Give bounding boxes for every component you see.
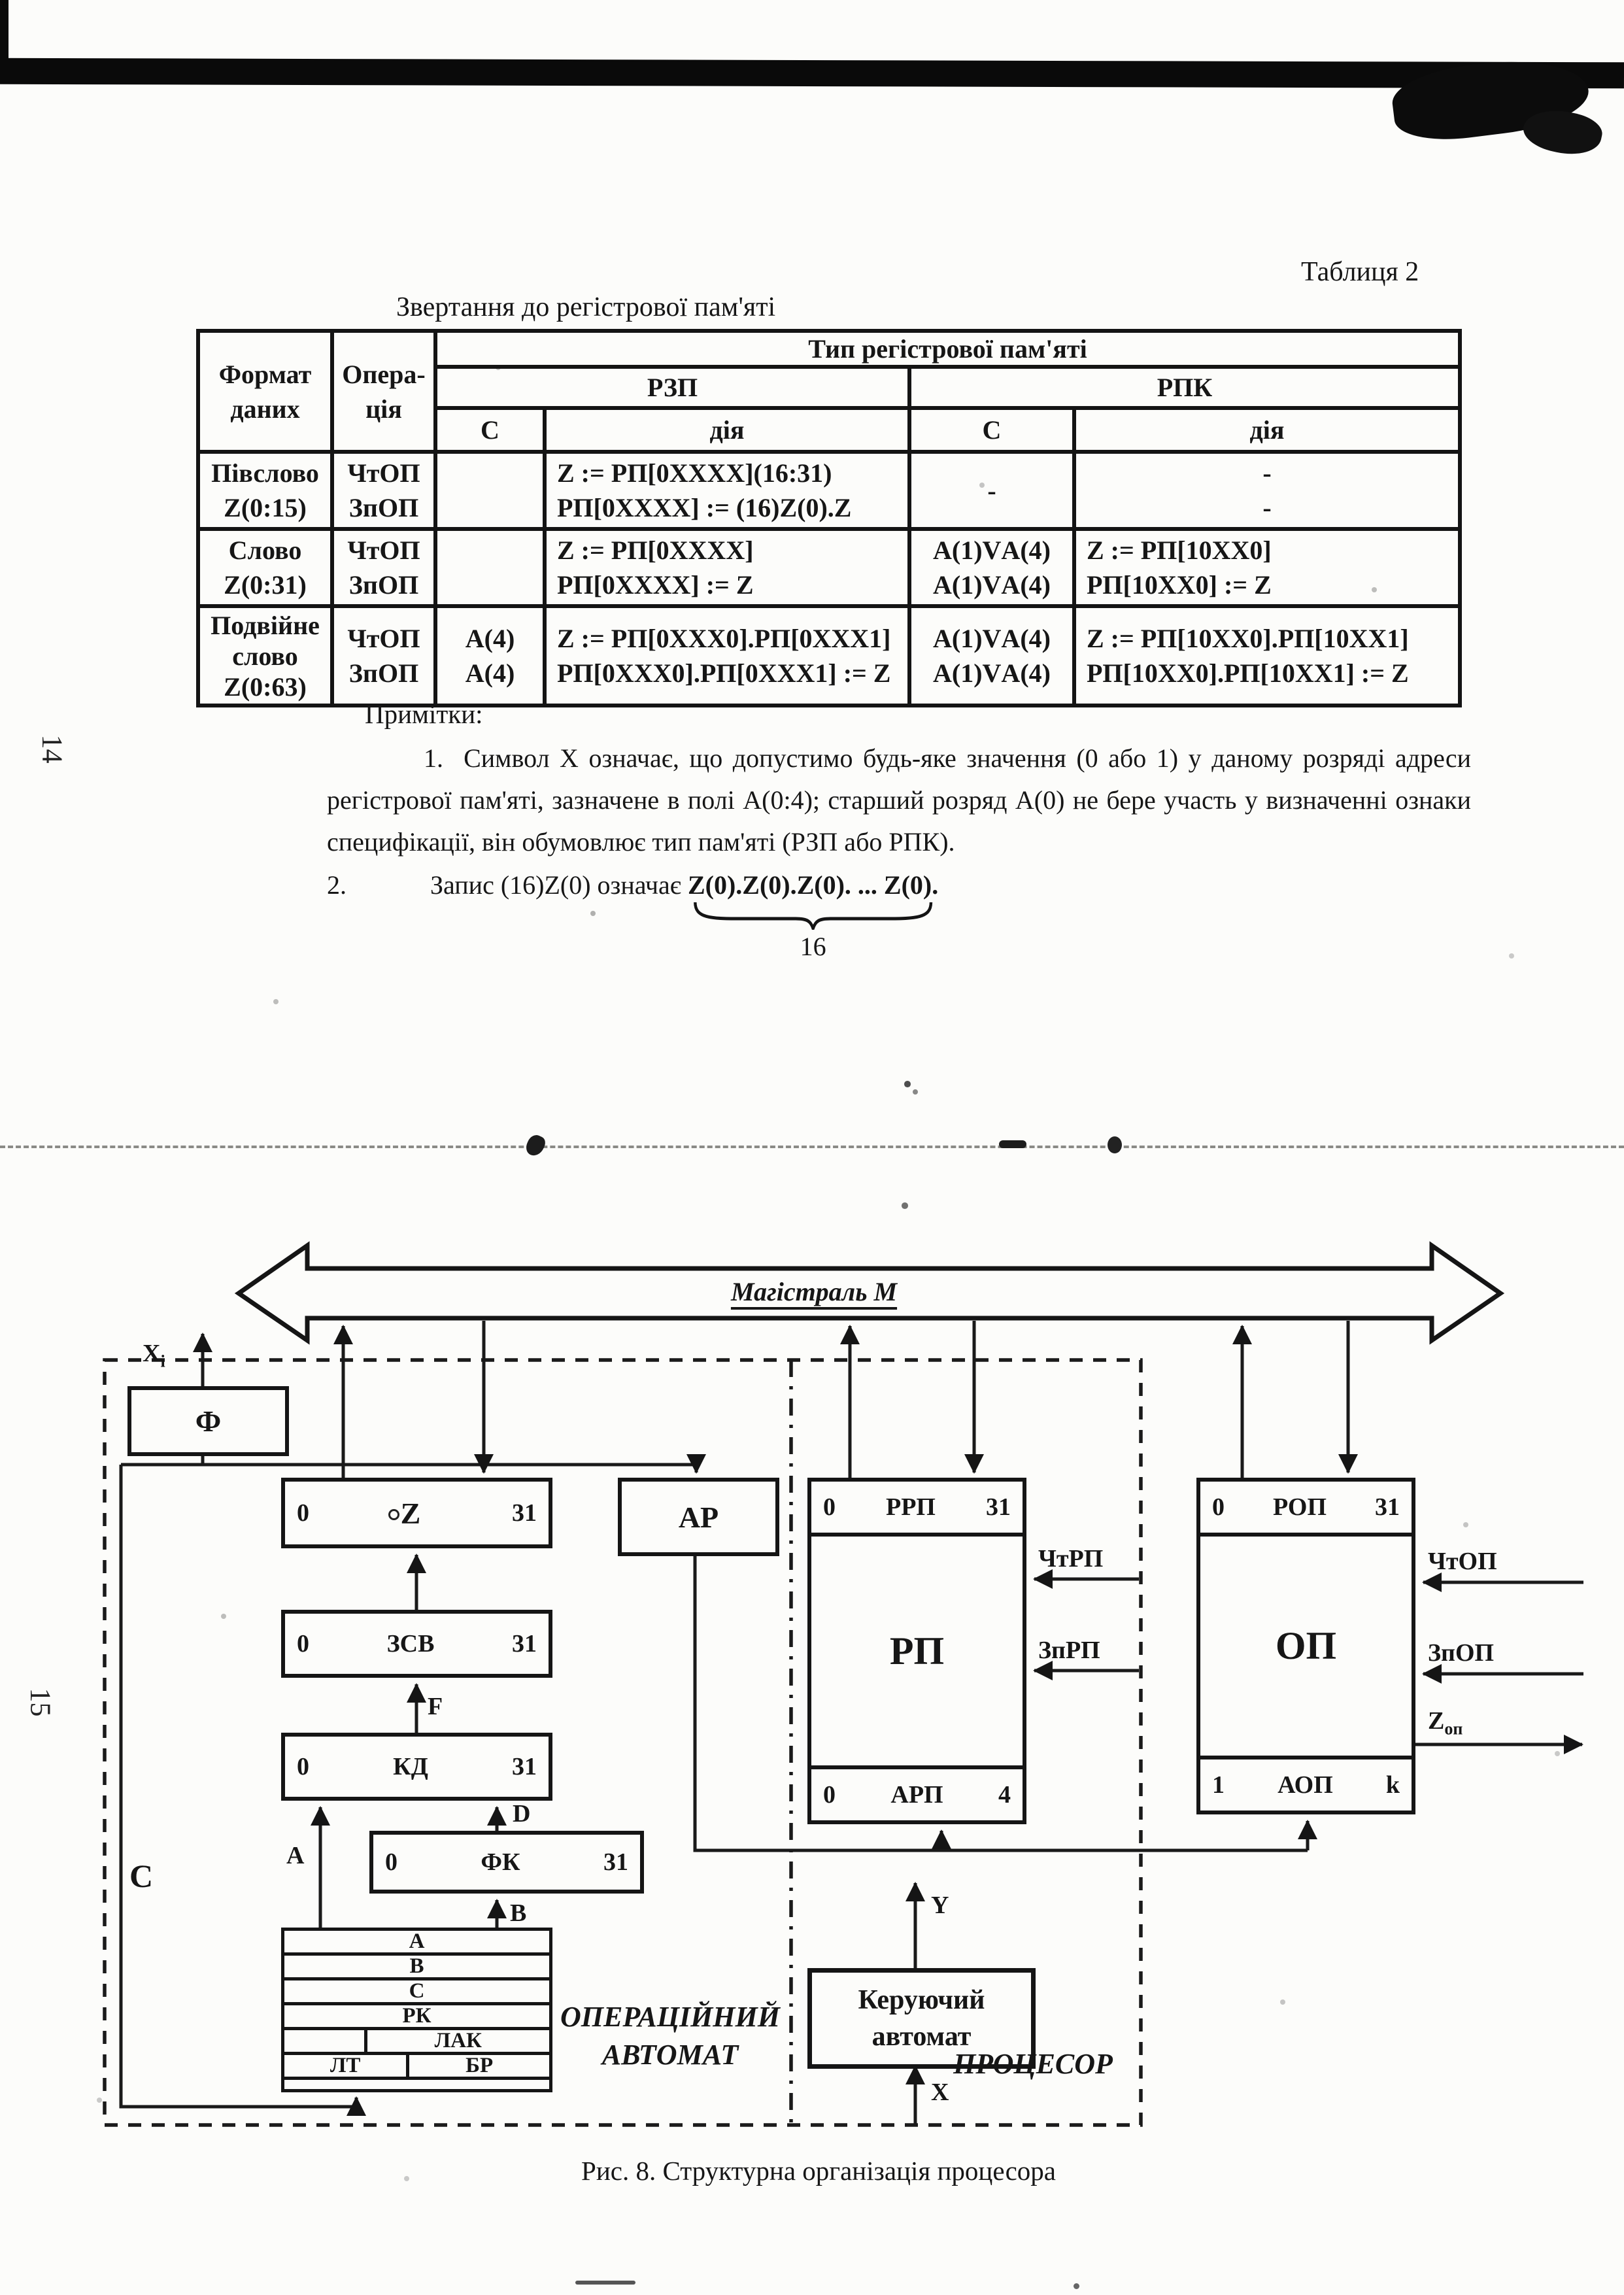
table-row-cell: Z := РП[10XX0].РП[10XX1] РП[10XX0].РП[10XX1] := Z — [1076, 608, 1462, 707]
rop-strip: 0 РОП 31 — [1200, 1482, 1412, 1537]
figure-caption: Рис. 8. Структурна організація процесора — [581, 2156, 1056, 2186]
table-row-cell: Z := РП[0XXXX](16:31) РП[0XXXX] := (16)Z(0).Z — [547, 454, 911, 531]
col-header-operation: Опера- ція — [334, 333, 437, 454]
table-row-cell: Z := РП[0XXXX] РП[0XXXX] := Z — [547, 531, 911, 608]
col-header-c: С — [437, 410, 547, 454]
side-page-number-15: 15 — [24, 1688, 57, 1717]
table-title: Звертання до регістрової пам'яті — [396, 292, 776, 322]
col-header-rpk: РПК — [911, 369, 1462, 410]
stack-row-a: А — [409, 1930, 425, 1953]
col-header-rzp: РЗП — [437, 369, 911, 410]
rrp-strip: 0 РРП 31 — [811, 1482, 1023, 1537]
a-signal-label: А — [286, 1842, 305, 1869]
d-signal-label: D — [513, 1800, 531, 1828]
op-write-label: ЗпОП — [1428, 1639, 1495, 1667]
operational-automaton-label: ОПЕРАЦІЙНИЙ АВТОМАТ — [560, 2001, 780, 2071]
stack-row-c: С — [409, 1979, 425, 2003]
table-row-cell: А(1)VА(4) А(1)VА(4) — [911, 608, 1076, 707]
kd-register: 0 КД 31 — [281, 1733, 552, 1801]
table-row-cell: - - — [1076, 454, 1462, 531]
table-row-cell: Півслово Z(0:15) — [200, 454, 334, 531]
f-signal-label: F — [428, 1693, 443, 1720]
ink-speck — [388, 1509, 399, 1520]
stack-row-empty — [284, 2080, 549, 2089]
table-row-cell: ЧтОП ЗпОП — [334, 608, 437, 707]
table-row-cell: ЧтОП ЗпОП — [334, 531, 437, 608]
zsv-register: 0 ЗСВ 31 — [281, 1610, 552, 1678]
table-row-cell: Z := РП[10XX0] РП[10XX0] := Z — [1076, 531, 1462, 608]
aop-strip: 1 АОП k — [1200, 1756, 1412, 1810]
bus-label: Магістраль М — [730, 1277, 898, 1306]
rp-write-label: ЗпРП — [1038, 1637, 1100, 1664]
z-register: 0 Z 31 — [281, 1478, 552, 1548]
col-header-c: С — [911, 410, 1076, 454]
op-read-label: ЧтОП — [1428, 1548, 1497, 1575]
table-row-cell: А(4) А(4) — [437, 608, 547, 707]
control-automaton-block: Керуючий автомат — [807, 1968, 1036, 2069]
x-input-label: $Х_і$ — [143, 1340, 165, 1371]
b-signal-label: В — [510, 1899, 527, 1927]
brace-count: 16 — [800, 932, 826, 961]
fk-register: 0 ФК 31 — [369, 1831, 644, 1894]
note-2-text: Запис (16)Z(0) означає — [430, 870, 681, 900]
table-row-cell: Слово Z(0:31) — [200, 531, 334, 608]
f-block: Ф — [127, 1386, 289, 1456]
col-header-memory-type: Тип регістрової пам'яті — [437, 333, 1462, 369]
rp-block — [807, 1478, 1026, 1824]
table-row-cell: А(1)VА(4) А(1)VА(4) — [911, 531, 1076, 608]
table-row-cell: - — [911, 454, 1076, 531]
stack-row-lt: ЛТ — [330, 2054, 361, 2077]
op-block — [1196, 1478, 1415, 1814]
note-2-sequence: Z(0).Z(0).Z(0). ... Z(0). 16 — [687, 870, 939, 961]
notes-title: Примітки: — [365, 699, 483, 729]
c-feedback-label: С — [129, 1858, 154, 1894]
ar-block: АР — [618, 1478, 779, 1556]
note-1-text: Символ Х означає, що допустимо будь-яке значення (0 або 1) у даному розряді адреси регістрової пам'яті, зазначене в полі А(0:4); старший розряд А(0) не бере участь у визначенні ознаки специфікації, він обумовлює тип пам'яті (РЗП або РПК). — [327, 743, 1472, 857]
col-header-action: дія — [547, 410, 911, 454]
rp-read-label: ЧтРП — [1038, 1545, 1104, 1572]
table-row-cell: ЧтОП ЗпОП — [334, 454, 437, 531]
rp-name: РП — [889, 1629, 945, 1673]
side-page-number-14: 14 — [36, 734, 69, 764]
x-signal-label: X — [931, 2079, 949, 2106]
arp-strip: 0 АРП 4 — [811, 1765, 1023, 1820]
note-2-number: 2. — [327, 870, 347, 900]
stack-row-empty-cell — [284, 2030, 364, 2052]
col-header-format: Формат даних — [200, 333, 334, 454]
stack-row-b: В — [409, 1954, 424, 1978]
col-header-action: дія — [1076, 410, 1462, 454]
stack-row-br: БР — [406, 2055, 549, 2077]
z-out-label: $Z_{оп}$ — [1428, 1707, 1463, 1739]
stack-row-lak: ЛАК — [364, 2030, 550, 2052]
stack-row-rk: РК — [402, 2004, 431, 2028]
table-number-label: Таблиця 2 — [1301, 257, 1419, 287]
register-stack — [281, 1928, 552, 2092]
y-signal-label: Y — [931, 1892, 949, 1919]
table-row-cell: Подвійне слово Z(0:63) — [200, 608, 334, 707]
processor-label: ПРОЦЕСОР — [953, 2048, 1113, 2080]
table-row-cell: Z := РП[0XXX0].РП[0XXX1] РП[0XXX0].РП[0XXX1] := Z — [547, 608, 911, 707]
note-1-number: 1. — [424, 743, 443, 773]
op-name: ОП — [1275, 1624, 1337, 1667]
